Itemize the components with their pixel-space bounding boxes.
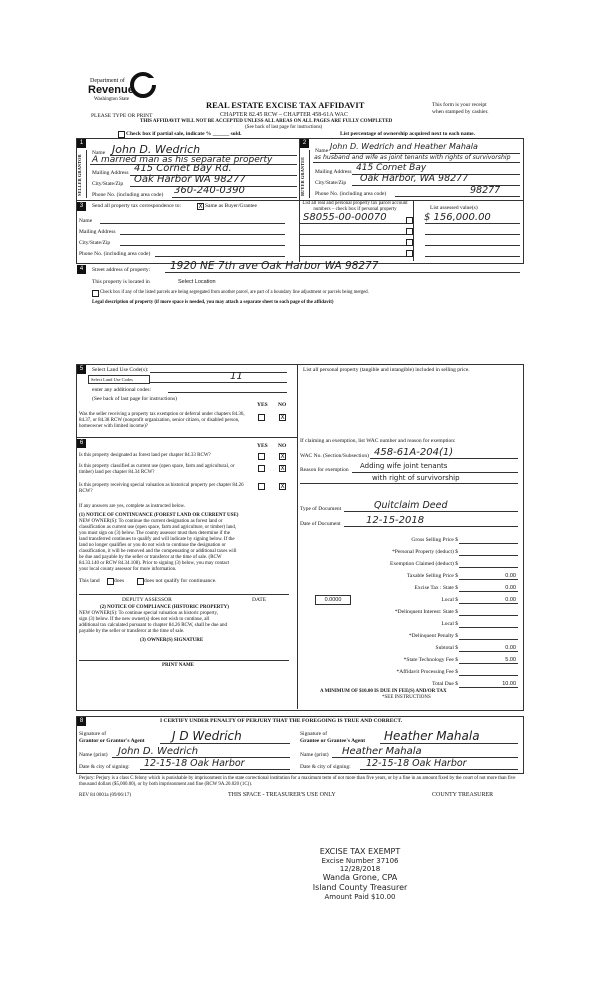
grantor-sig-label-1: Signature of bbox=[79, 731, 107, 737]
tax-row: 0.0000 Local $ 0.00 bbox=[300, 595, 518, 607]
s5-yes-header: YES bbox=[257, 402, 268, 408]
buyer-name[interactable]: John D. Wedrich and Heather Mahala bbox=[330, 142, 478, 151]
certify-title: I CERTIFY UNDER PENALTY OF PERJURY THAT THE FOREGOING IS TRUE AND CORRECT. bbox=[160, 718, 403, 724]
tax-row: Taxable Selling Price $ 0.00 bbox=[406, 573, 516, 579]
buyer-phone-label: Phone No. (including area code) bbox=[315, 191, 387, 197]
does-checkbox[interactable] bbox=[107, 578, 114, 585]
form-subtitle: CHAPTER 82.45 RCW – CHAPTER 458-61A WAC bbox=[220, 112, 348, 118]
section-4-marker: 4 bbox=[77, 265, 86, 274]
section-3-marker: 3 bbox=[77, 202, 86, 211]
stamp-line-6: Amount Paid $10.00 bbox=[324, 893, 396, 901]
grantor-name-label: Name (print) bbox=[79, 752, 108, 758]
buyer-name-2[interactable]: as husband and wife as joint tenants with rights of survivorship bbox=[314, 154, 511, 161]
parcel-4-personal-checkbox[interactable] bbox=[406, 250, 413, 257]
treasurer-stamp bbox=[300, 847, 420, 901]
s6-q2-yes-checkbox[interactable] bbox=[258, 465, 265, 472]
street-address[interactable]: 1920 NE 7th ave Oak Harbor WA 98277 bbox=[170, 260, 379, 272]
notice-2-text: NEW OWNER(S): To continue special valuation as historic property, sign (3) below. If the new owner(s) does not wish to continue, all additional tax calculated pursuant to chapter 84.26 RCW, shall be due and payable by the seller or transferor at the time of sale. bbox=[79, 611, 227, 634]
doc-date-value[interactable]: 12-15-2018 bbox=[366, 515, 425, 526]
tax-row: Exemption Claimed (deduct) $ bbox=[300, 559, 518, 571]
deputy-assessor-label: DEPUTY ASSESSOR bbox=[122, 597, 172, 603]
located-select[interactable]: Select Location bbox=[178, 279, 216, 285]
tax-calc-table bbox=[300, 535, 518, 691]
section-8-marker: 8 bbox=[77, 717, 86, 726]
s6-q3-yes-checkbox[interactable] bbox=[258, 483, 265, 490]
s5-no-header: NO bbox=[278, 402, 287, 408]
seller-name-2[interactable]: A married man as his separate property bbox=[92, 155, 273, 165]
segregated-checkbox[interactable] bbox=[92, 290, 99, 297]
seller-side-label: SELLER GRANTOR bbox=[76, 150, 87, 198]
tax-row: *Delinquent Penalty $ bbox=[300, 631, 518, 643]
grantor-signature[interactable]: J D Wedrich bbox=[172, 729, 242, 743]
parcel-2-personal-checkbox[interactable] bbox=[406, 228, 413, 235]
stamp-line-3: 12/28/2018 bbox=[339, 865, 381, 873]
see-back-note: (See back of last page for instructions) bbox=[245, 125, 323, 130]
located-label: This property is located in bbox=[92, 279, 150, 285]
does-not-checkbox[interactable] bbox=[137, 578, 144, 585]
grantor-date-label: Date & city of signing: bbox=[79, 764, 130, 770]
buyer-city[interactable]: Oak Harbor, WA 98277 bbox=[360, 173, 469, 184]
buyer-side-label: BUYER GRANTEE bbox=[299, 150, 310, 198]
s6-q1-no-checkbox[interactable]: X bbox=[280, 453, 285, 460]
county-treasurer: COUNTY TREASURER bbox=[432, 792, 494, 798]
grantee-name-label: Name (print) bbox=[300, 752, 329, 758]
minimum-note: A MINIMUM OF $10.00 IS DUE IN FEE(S) AND/OR TAX bbox=[320, 689, 447, 694]
seller-name[interactable]: John D. Wedrich bbox=[112, 143, 201, 156]
stamp-note: when stamped by cashier. bbox=[432, 109, 489, 115]
grantee-date[interactable]: 12-15-18 Oak Harbor bbox=[366, 758, 467, 769]
does-not-label: does not qualify for continuance. bbox=[144, 578, 217, 584]
parcel-3-personal-checkbox[interactable] bbox=[406, 239, 413, 246]
print-note: PLEASE TYPE OR PRINT bbox=[91, 113, 153, 119]
same-as-buyer-checkbox[interactable]: X bbox=[198, 203, 203, 210]
doc-type-label: Type of Document bbox=[300, 506, 342, 512]
grantee-signature[interactable]: Heather Mahala bbox=[384, 729, 480, 743]
partial-sale-label: Check box if partial sale, indicate % ______ sold. bbox=[126, 131, 242, 137]
grantee-date-label: Date & city of signing: bbox=[300, 764, 351, 770]
seller-phone-label: Phone No. (including area code) bbox=[92, 192, 164, 198]
grantor-name[interactable]: John D. Wedrich bbox=[118, 746, 199, 757]
tax-corr-city-label: City/State/Zip bbox=[79, 240, 111, 246]
doc-type-value[interactable]: Quitclaim Deed bbox=[374, 500, 448, 511]
parcel-1-personal-checkbox[interactable] bbox=[406, 217, 413, 224]
same-as-buyer-label: Same as Buyer/Grantee bbox=[205, 203, 257, 209]
partial-sale-checkbox[interactable] bbox=[118, 131, 125, 138]
print-name-label: PRINT NAME bbox=[162, 663, 194, 668]
form-title: REAL ESTATE EXCISE TAX AFFIDAVIT bbox=[206, 100, 365, 110]
if-yes-note: If any answers are yes, complete as instructed below. bbox=[79, 504, 186, 509]
section-2-marker: 2 bbox=[300, 139, 309, 148]
notice-1-text: NEW OWNER(S): To continue the current designation as forest land or classification as current use (open space, farm and agriculture, or timber) land, you must sign on (3) below. The county assessor must then determine if the land transferred continues to qualify and will indicate by signing below. If the land no longer qualifies or you do not wish to continue the designation or classification, it will be removed and the compensating or additional taxes will be due and payable by the seller or transferor at the time of sale. (RCW 84.33.140 or RCW 84.34.108). Prior to signing (3) below, you may contact your local county assessor for more information. bbox=[79, 519, 237, 572]
s6-question-2: Is this property classified as current use (open space, farm and agricultural, or timber) land per chapter 84.34 RCW? bbox=[79, 464, 235, 475]
stamp-line-4: Wanda Grone, CPA bbox=[322, 873, 398, 882]
buyer-name-label: Name bbox=[315, 148, 329, 154]
buyer-city-label: City/State/Zip bbox=[315, 180, 347, 186]
s5-q1-no-checkbox[interactable]: X bbox=[280, 414, 285, 421]
tax-row: *State Technology Fee $ 5.00 bbox=[403, 657, 516, 663]
notice-1-title: (1) NOTICE OF CONTINUANCE (FOREST LAND OR CURRENT USE) bbox=[79, 513, 239, 518]
stamp-line-5: Island County Treasurer bbox=[312, 883, 408, 892]
dept-line1: Department of bbox=[90, 78, 125, 84]
rev-number: REV 84 0001a (09/06/17) bbox=[79, 793, 131, 798]
legal-desc-label: Legal description of property (if more space is needed, you may attach a separate sheet to each page of the affidavit) bbox=[92, 300, 334, 305]
perjury-note: Perjury: Perjury is a class C felony which is punishable by imprisonment in the state correctional institution for a maximum term of not more than five years, or by a fine in an amount fixed by the court of not more than five thousand dollars ($5,000.00), or by both imprisonment and fine (RCW 9A.20.020 (1C)). bbox=[79, 776, 516, 787]
tax-row: Subtotal $ 0.00 bbox=[435, 645, 516, 651]
s6-q3-no-checkbox[interactable]: X bbox=[280, 483, 285, 490]
see-instructions: *SEE INSTRUCTIONS bbox=[382, 695, 431, 700]
s6-q1-yes-checkbox[interactable] bbox=[258, 453, 265, 460]
this-land-label: This land bbox=[79, 578, 100, 584]
stamp-line-2: Excise Number 37106 bbox=[321, 857, 399, 865]
s6-no-header: NO bbox=[278, 443, 287, 449]
dept-line3: Washington State bbox=[94, 97, 130, 102]
s6-yes-header: YES bbox=[257, 443, 268, 449]
section-6-marker: 6 bbox=[77, 439, 86, 448]
parcel-header: List all real and personal property tax parcel account numbers – check box if personal property bbox=[302, 201, 408, 212]
s5-q1-yes-checkbox[interactable] bbox=[258, 414, 265, 421]
tax-row: *Personal Property (deduct) $ bbox=[300, 547, 518, 559]
reason-label: Reason for exemption bbox=[300, 467, 349, 473]
does-label: does bbox=[114, 578, 125, 584]
tax-row: *Delinquent Interest: State $ bbox=[300, 607, 518, 619]
s5-question-1: Was the seller receiving a property tax exemption or deferral under chapters 84.36, 84.37, or 84.38 RCW (nonprofit organization, senior citizen, or disabled person, homeowner with limited income)? bbox=[79, 412, 245, 429]
grantee-sig-label-2: Grantee or Grantee's Agent bbox=[300, 738, 366, 744]
tax-row: Gross Selling Price $ bbox=[300, 535, 518, 547]
tax-row: Total Due $ 10.00 bbox=[432, 681, 516, 687]
wac-value[interactable]: 458-61A-204(1) bbox=[374, 447, 454, 458]
notice-2-title: (2) NOTICE OF COMPLIANCE (HISTORIC PROPERTY) bbox=[100, 605, 229, 610]
land-use-see-back: (See back of last page for instructions) bbox=[92, 396, 177, 402]
seller-name-label: Name bbox=[92, 150, 106, 156]
exemption-claim-label: If claiming an exemption, list WAC number and reason for exemption: bbox=[300, 438, 456, 444]
local-rate-field[interactable]: 0.0000 bbox=[315, 595, 351, 605]
tax-corr-name-label: Name bbox=[79, 218, 93, 224]
revenue-logo-icon bbox=[130, 72, 156, 98]
dept-logo bbox=[90, 72, 160, 108]
dept-line2: Revenue bbox=[88, 84, 134, 96]
land-use-select[interactable]: Select Land Use Codes bbox=[88, 375, 150, 384]
receipt-note: This form is your receipt bbox=[432, 102, 487, 108]
treasurer-space: THIS SPACE - TREASURER'S USE ONLY bbox=[228, 792, 336, 798]
street-label: Street address of property: bbox=[92, 267, 151, 273]
tax-row: *Affidavit Processing Fee $ bbox=[300, 667, 518, 679]
s6-question-1: Is this property designated as forest land per chapter 84.33 RCW? bbox=[79, 453, 211, 458]
s6-q2-no-checkbox[interactable]: X bbox=[280, 465, 285, 472]
section-5-marker: 5 bbox=[77, 365, 86, 374]
tax-corr-mailing-label: Mailing Address bbox=[79, 229, 116, 235]
form-warning: THIS AFFIDAVIT WILL NOT BE ACCEPTED UNLESS ALL AREAS ON ALL PAGES ARE FULLY COMPLETED bbox=[140, 119, 393, 124]
buyer-mailing[interactable]: 415 Cornet Bay bbox=[356, 163, 427, 173]
segregated-note: Check box if any of the listed parcels are being segregated from another parcel, are part of a boundary line adjustment or parcels being merged. bbox=[100, 290, 369, 295]
s6-question-3: Is this property receiving special valuation as historical property per chapter 84.26 RCW? bbox=[79, 483, 244, 494]
tax-row: Excise Tax : State $ 0.00 bbox=[414, 585, 516, 591]
parcel-number-1[interactable]: S8055-00-00070 bbox=[303, 212, 387, 223]
land-use-label: Select Land Use Code(s): bbox=[92, 367, 149, 373]
reason-value[interactable]: Adding wife joint tenants bbox=[360, 462, 448, 470]
seller-city-label: City/State/Zip bbox=[92, 181, 124, 187]
enter-codes-label: enter any additional codes: bbox=[92, 387, 152, 393]
doc-date-label: Date of Document bbox=[300, 521, 341, 527]
section-1-marker: 1 bbox=[77, 139, 86, 148]
personal-property-label: List all personal property (tangible and intangible) included in selling price. bbox=[303, 367, 470, 373]
grantee-sig-label-1: Signature of bbox=[300, 731, 328, 737]
buyer-mailing-label: Mailing Address bbox=[315, 169, 352, 175]
land-use-code[interactable]: 11 bbox=[230, 371, 243, 382]
list-pct-label: List percentage of ownership acquired next to each name. bbox=[340, 131, 475, 137]
owner-signature-label: (3) OWNER(S) SIGNATURE bbox=[140, 638, 204, 643]
grantee-name[interactable]: Heather Mahala bbox=[342, 746, 422, 757]
tax-row: Local $ bbox=[300, 619, 518, 631]
grantor-date[interactable]: 12-15-18 Oak Harbor bbox=[144, 758, 245, 769]
seller-mailing[interactable]: 415 Cornet Bay Rd. bbox=[134, 163, 232, 174]
buyer-phone[interactable]: 98277 bbox=[470, 185, 501, 196]
wac-label: WAC No. (Section/Subsection) bbox=[300, 453, 369, 459]
grantor-sig-label-2: Grantor or Grantor's Agent bbox=[79, 738, 145, 744]
reason-value-2[interactable]: with right of survivorship bbox=[372, 474, 460, 482]
seller-phone[interactable]: 360-240-0390 bbox=[174, 185, 245, 196]
deputy-date-label: DATE bbox=[252, 597, 267, 603]
assessed-value-header: List assessed value(s) bbox=[430, 205, 478, 211]
stamp-line-1: EXCISE TAX EXEMPT bbox=[319, 847, 401, 856]
seller-mailing-label: Mailing Address bbox=[92, 170, 129, 176]
tax-corr-phone-label: Phone No. (including area code) bbox=[79, 251, 151, 257]
assessed-value-1[interactable]: $ 156,000.00 bbox=[424, 212, 491, 223]
tax-corr-label: Send all property tax correspondence to: bbox=[92, 203, 182, 209]
seller-city[interactable]: Oak Harbor WA 98277 bbox=[134, 174, 246, 185]
